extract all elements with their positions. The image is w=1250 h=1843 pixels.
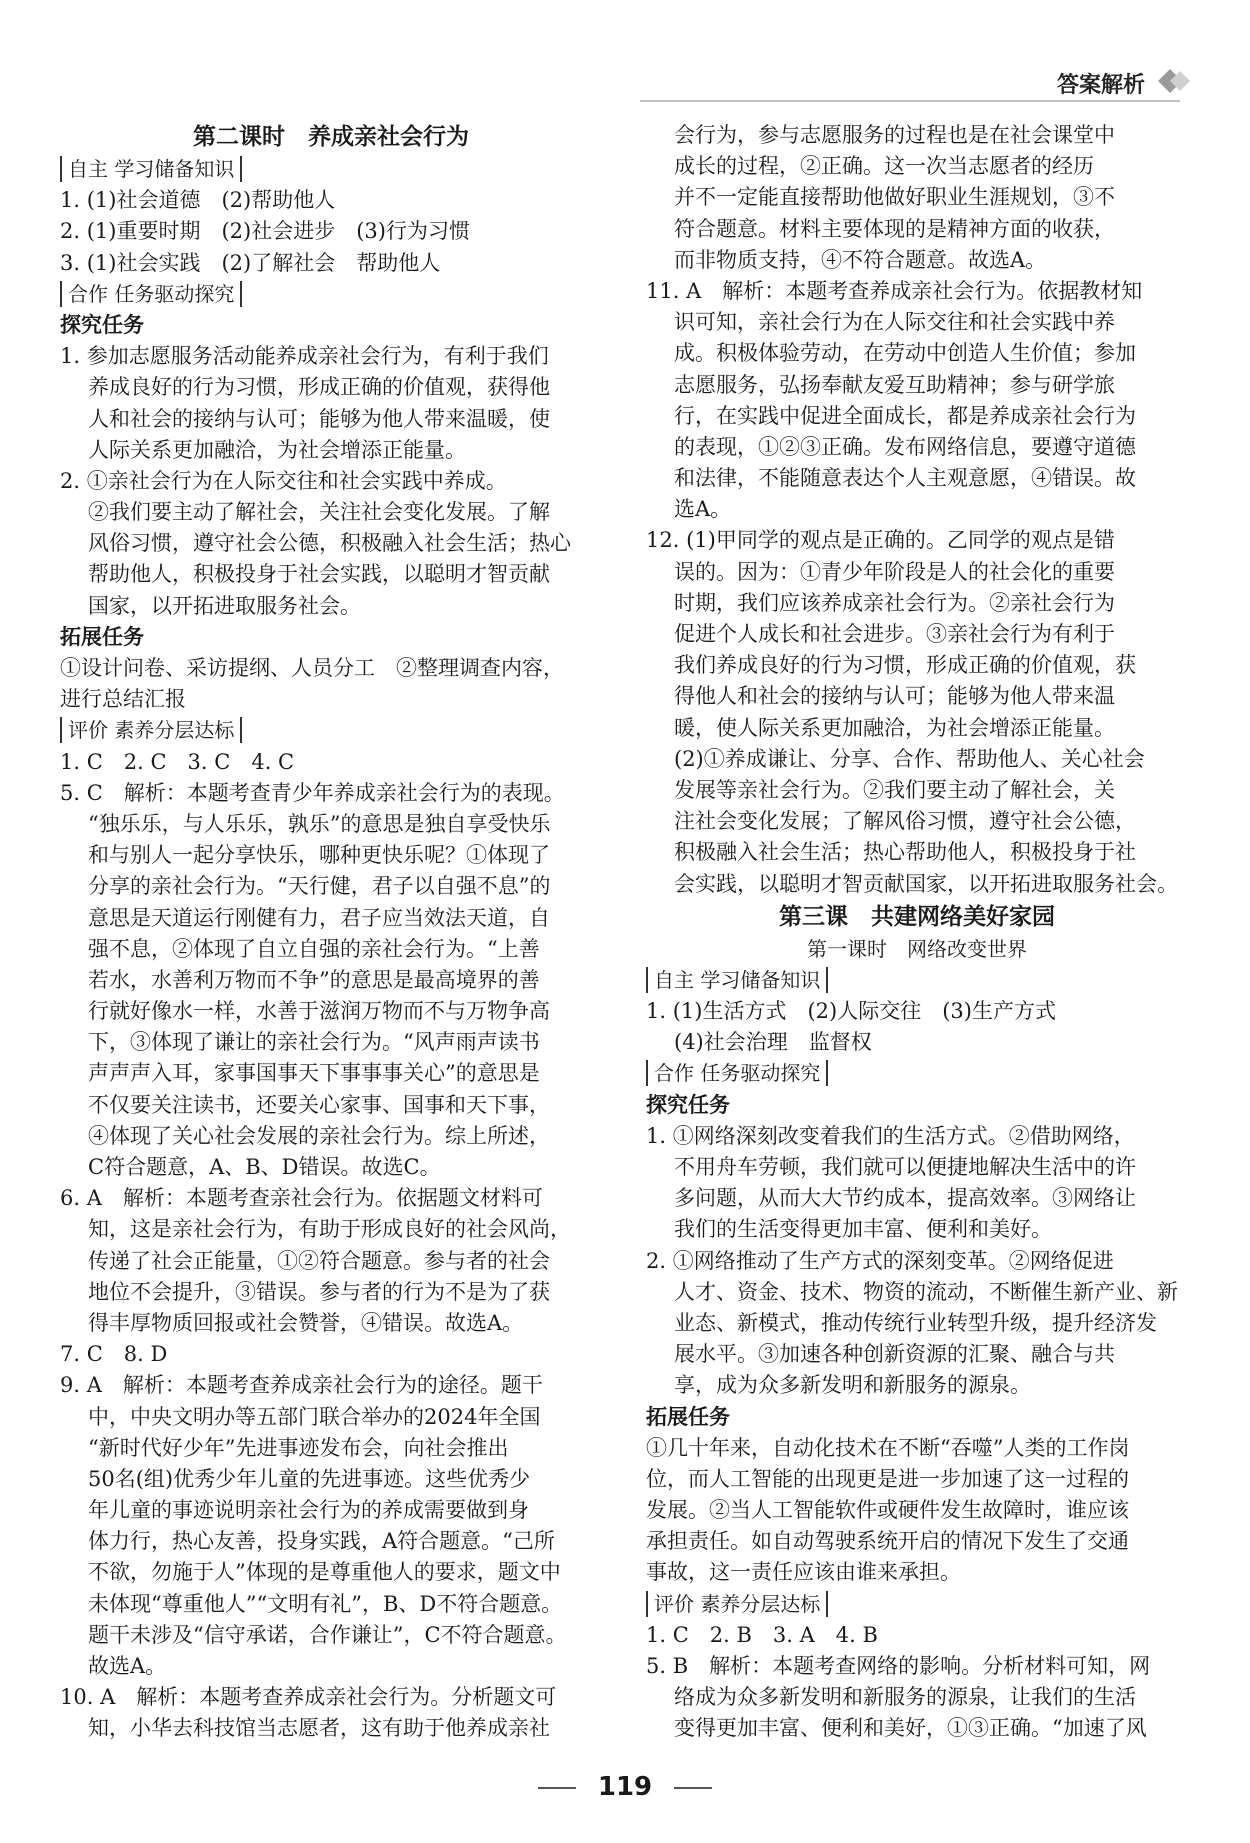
answer-line: 1. ①网络深刻改变着我们的生活方式。②借助网络， xyxy=(646,1123,1135,1148)
answer-line: “独乐乐，与人乐乐，孰乐”的意思是独自享受快乐 xyxy=(88,811,551,836)
lesson-subtitle: 第一课时 网络改变世界 xyxy=(807,936,1027,961)
answer-line: 分享的亲社会行为。“天行健，君子以自强不息”的 xyxy=(88,874,551,899)
answer-line: 强不息，②体现了自立自强的亲社会行为。“上善 xyxy=(88,936,540,961)
footer-dash xyxy=(674,1787,712,1789)
answer-line: 人和社会的接纳与认可；能够为他人带来温暖，使 xyxy=(88,406,550,431)
section-label: 评价 素养分层达标 xyxy=(646,1591,828,1617)
answer-line: 年儿童的事迹说明亲社会行为的养成需要做到身 xyxy=(88,1498,529,1523)
answer-line: 下，③体现了谦让的亲社会行为。“风声雨声读书 xyxy=(88,1030,540,1055)
answer-line: 5. C 解析：本题考查青少年养成亲社会行为的表现。 xyxy=(60,780,565,805)
answer-line: 6. A 解析：本题考查亲社会行为。依据题文材料可 xyxy=(60,1186,543,1211)
answer-line: 会行为，参与志愿服务的过程也是在社会课堂中 xyxy=(674,123,1115,147)
answer-line: 体力行，热心友善，投身实践，A符合题意。“己所 xyxy=(88,1529,555,1554)
answer-line: ①设计问卷、采访提纲、人员分工 ②整理调查内容， xyxy=(60,656,564,680)
page-number: 119 xyxy=(597,1772,653,1802)
answer-line: 故选A。 xyxy=(88,1654,167,1678)
answer-line: 中，中央文明办等五部门联合举办的2024年全国 xyxy=(88,1404,541,1429)
answer-line: ①几十年来，自动化技术在不断“吞噬”人类的工作岗 xyxy=(646,1435,1130,1460)
answer-line: 位，而人工智能的出现更是进一步加速了这一过程的 xyxy=(646,1466,1129,1491)
answer-line: 识可知，亲社会行为在人际交往和社会实践中养 xyxy=(674,310,1115,335)
answer-line: 事故，这一责任应该由谁来承担。 xyxy=(646,1560,961,1585)
answer-line: 不欲，勿施于人”体现的是尊重他人的要求，题文中 xyxy=(88,1560,561,1585)
section-header xyxy=(60,279,602,310)
section-label: 评价 素养分层达标 xyxy=(60,717,242,743)
answer-line: 帮助他人，积极投身于社会实践，以聪明才智贡献 xyxy=(88,562,550,587)
answer-line: (4)社会治理 监督权 xyxy=(674,1030,872,1055)
answer-line: 7. C 8. D xyxy=(60,1342,168,1367)
answer-line: 会实践，以聪明才智贡献国家，以开拓进取服务社会。 xyxy=(674,871,1178,896)
answer-line: 1. 参加志愿服务活动能养成亲社会行为，有利于我们 xyxy=(60,344,549,369)
answer-line: 未体现“尊重他人”“文明有礼”，B、D不符合题意。 xyxy=(88,1591,563,1616)
answer-line: 行就好像水一样，水善于滋润万物而不与万物争高 xyxy=(88,999,550,1024)
answer-line: 促进个人成长和社会进步。③亲社会行为有利于 xyxy=(674,622,1115,646)
task-heading: 探究任务 xyxy=(646,1092,730,1117)
answer-line: 积极融入社会生活；热心帮助他人，积极投身于社 xyxy=(674,840,1136,865)
answer-line: 发展。②当人工智能软件或硬件发生故障时，谁应该 xyxy=(646,1498,1129,1523)
answer-line: 注社会变化发展；了解风俗习惯，遵守社会公德， xyxy=(674,809,1136,834)
answer-line: 11. A 解析：本题考查养成亲社会行为。依据教材知 xyxy=(646,278,1143,303)
lesson-title: 第二课时 养成亲社会行为 xyxy=(193,124,469,150)
task-heading: 探究任务 xyxy=(60,312,144,337)
answer-line: 1. C 2. B 3. A 4. B xyxy=(646,1622,878,1647)
answer-line: 我们的生活变得更加丰富、便利和美好。 xyxy=(674,1217,1052,1242)
answer-line: 进行总结汇报 xyxy=(60,687,186,712)
answer-line: 时期，我们应该养成亲社会行为。②亲社会行为 xyxy=(674,590,1115,615)
answer-line: 地位不会提升，③错误。参与者的行为不是为了获 xyxy=(88,1279,550,1304)
answer-line: 和与别人一起分享快乐，哪种更快乐呢？①体现了 xyxy=(88,843,550,868)
answer-line: 人际关系更加融洽，为社会增添正能量。 xyxy=(88,437,466,462)
left-column xyxy=(60,120,602,1745)
section-label: 合作 任务驱动探究 xyxy=(646,1060,828,1086)
answer-line: 和法律，不能随意表达个人主观意愿，④错误。故 xyxy=(674,466,1136,491)
answer-line: 变得更加丰富、便利和美好，①③正确。“加速了风 xyxy=(674,1716,1147,1741)
task-heading: 拓展任务 xyxy=(646,1404,730,1429)
answer-line: C符合题意，A、B、D错误。故选C。 xyxy=(88,1155,441,1179)
answer-line: 得丰厚物质回报或社会赞誉，④错误。故选A。 xyxy=(88,1310,524,1335)
answer-line: 1. (1)社会道德 (2)帮助他人 xyxy=(60,188,336,213)
section-header xyxy=(60,715,602,746)
answer-line: 风俗习惯，遵守社会公德，积极融入社会生活；热心 xyxy=(88,531,571,556)
answer-line: 并不一定能直接帮助他做好职业生涯规划，③不 xyxy=(674,185,1115,210)
answer-line: 不仅要关注读书，还要关心家事、国事和天下事， xyxy=(88,1092,550,1117)
lesson-title: 第三课 共建网络美好家园 xyxy=(779,903,1055,930)
answer-line: 承担责任。如自动驾驶系统开启的情况下发生了交通 xyxy=(646,1529,1129,1554)
answer-line: 2. ①亲社会行为在人际交往和社会实践中养成。 xyxy=(60,468,507,493)
answer-line: 声声声入耳，家事国事天下事事事关心”的意思是 xyxy=(88,1061,540,1086)
header-title: 答案解析 xyxy=(1056,73,1145,98)
section-label: 自主 学习储备知识 xyxy=(646,967,828,993)
answer-line: (2)①养成谦让、分享、合作、帮助他人、关心社会 xyxy=(674,746,1145,771)
answer-line: 题干未涉及“信守承诺，合作谦让”，C不符合题意。 xyxy=(88,1622,567,1647)
answer-line: 若水，水善利万物而不争”的意思是最高境界的善 xyxy=(88,967,540,992)
section-header xyxy=(646,1058,1188,1089)
section-header xyxy=(60,154,602,185)
answer-line: 知，小华去科技馆当志愿者，这有助于他养成亲社 xyxy=(88,1716,550,1741)
task-heading: 拓展任务 xyxy=(60,624,144,649)
answer-line: 多问题，从而大大节约成本，提高效率。③网络让 xyxy=(674,1186,1136,1211)
answer-line: 得他人和社会的接纳与认可；能够为他人带来温 xyxy=(674,684,1115,709)
answer-line: 知，这是亲社会行为，有助于形成良好的社会风尚， xyxy=(88,1217,571,1242)
answer-line: “新时代好少年”先进事迹发布会，向社会推出 xyxy=(88,1435,509,1460)
footer-dash xyxy=(538,1787,576,1789)
page-footer xyxy=(0,1772,1250,1802)
answer-line: 不用舟车劳顿，我们就可以便捷地解决生活中的许 xyxy=(674,1155,1136,1179)
answer-line: 业态、新模式，推动传统行业转型升级，提升经济发 xyxy=(674,1310,1157,1335)
section-label: 自主 学习储备知识 xyxy=(60,156,242,182)
answer-line: 2. (1)重要时期 (2)社会进步 (3)行为习惯 xyxy=(60,219,470,244)
answer-line: 传递了社会正能量，①②符合题意。参与者的社会 xyxy=(88,1248,550,1273)
answer-line: 误的。因为：①青少年阶段是人的社会化的重要 xyxy=(674,559,1115,584)
answer-line: 3. (1)社会实践 (2)了解社会 帮助他人 xyxy=(60,250,441,275)
section-label: 合作 任务驱动探究 xyxy=(60,281,242,307)
answer-line: 的表现，①②③正确。发布网络信息，要遵守道德 xyxy=(674,434,1136,459)
answer-line: 络成为众多新发明和新服务的源泉，让我们的生活 xyxy=(674,1685,1136,1710)
answer-line: 行，在实践中促进全面成长，都是养成亲社会行为 xyxy=(674,403,1136,428)
answer-line: 享，成为众多新发明和新服务的源泉。 xyxy=(674,1373,1031,1398)
answer-line: 9. A 解析：本题考查养成亲社会行为的途径。题干 xyxy=(60,1373,543,1398)
answer-line: 养成良好的行为习惯，形成正确的价值观，获得他 xyxy=(88,375,550,400)
answer-line: 成长的过程，②正确。这一次当志愿者的经历 xyxy=(674,154,1094,179)
answer-line: 展水平。③加速各种创新资源的汇聚、融合与共 xyxy=(674,1342,1115,1367)
section-header xyxy=(646,1589,1188,1620)
answer-line: 人才、资金、技术、物资的流动，不断催生新产业、新 xyxy=(674,1279,1178,1304)
answer-line: 50名(组)优秀少年儿童的先进事迹。这些优秀少 xyxy=(88,1466,531,1491)
right-column xyxy=(646,120,1188,1745)
answer-line: 意思是天道运行刚健有力，君子应当效法天道，自 xyxy=(88,905,550,930)
answer-line: 我们养成良好的行为习惯，形成正确的价值观，获 xyxy=(674,653,1136,678)
answer-line: 发展等亲社会行为。②我们要主动了解社会，关 xyxy=(674,777,1115,802)
diamond-ornament-icon xyxy=(1148,66,1192,96)
answer-line: ④体现了关心社会发展的亲社会行为。综上所述， xyxy=(88,1123,550,1148)
answer-line: 10. A 解析：本题考查养成亲社会行为。分析题文可 xyxy=(60,1685,557,1710)
answer-line: 成。积极体验劳动，在劳动中创造人生价值；参加 xyxy=(674,341,1136,366)
answer-line: 1. (1)生活方式 (2)人际交往 (3)生产方式 xyxy=(646,999,1056,1024)
answer-line: 5. B 解析：本题考查网络的影响。分析材料可知，网 xyxy=(646,1654,1151,1678)
answer-line: 国家，以开拓进取服务社会。 xyxy=(88,593,361,618)
answer-line: 符合题意。材料主要体现的是精神方面的收获， xyxy=(674,216,1115,241)
answer-line: 1. C 2. C 3. C 4. C xyxy=(60,749,295,774)
answer-line: ②我们要主动了解社会，关注社会变化发展。了解 xyxy=(88,500,550,525)
answer-line: 12. (1)甲同学的观点是正确的。乙同学的观点是错 xyxy=(646,528,1115,553)
section-header xyxy=(646,965,1188,996)
answer-line: 2. ①网络推动了生产方式的深刻变革。②网络促进 xyxy=(646,1248,1114,1273)
answer-line: 志愿服务，弘扬奉献友爱互助精神；参与研学旅 xyxy=(674,372,1115,397)
answer-line: 暖，使人际关系更加融洽，为社会增添正能量。 xyxy=(674,715,1115,740)
answer-line: 而非物质支持，④不符合题意。故选A。 xyxy=(674,247,1047,272)
answer-line: 选A。 xyxy=(674,497,732,522)
